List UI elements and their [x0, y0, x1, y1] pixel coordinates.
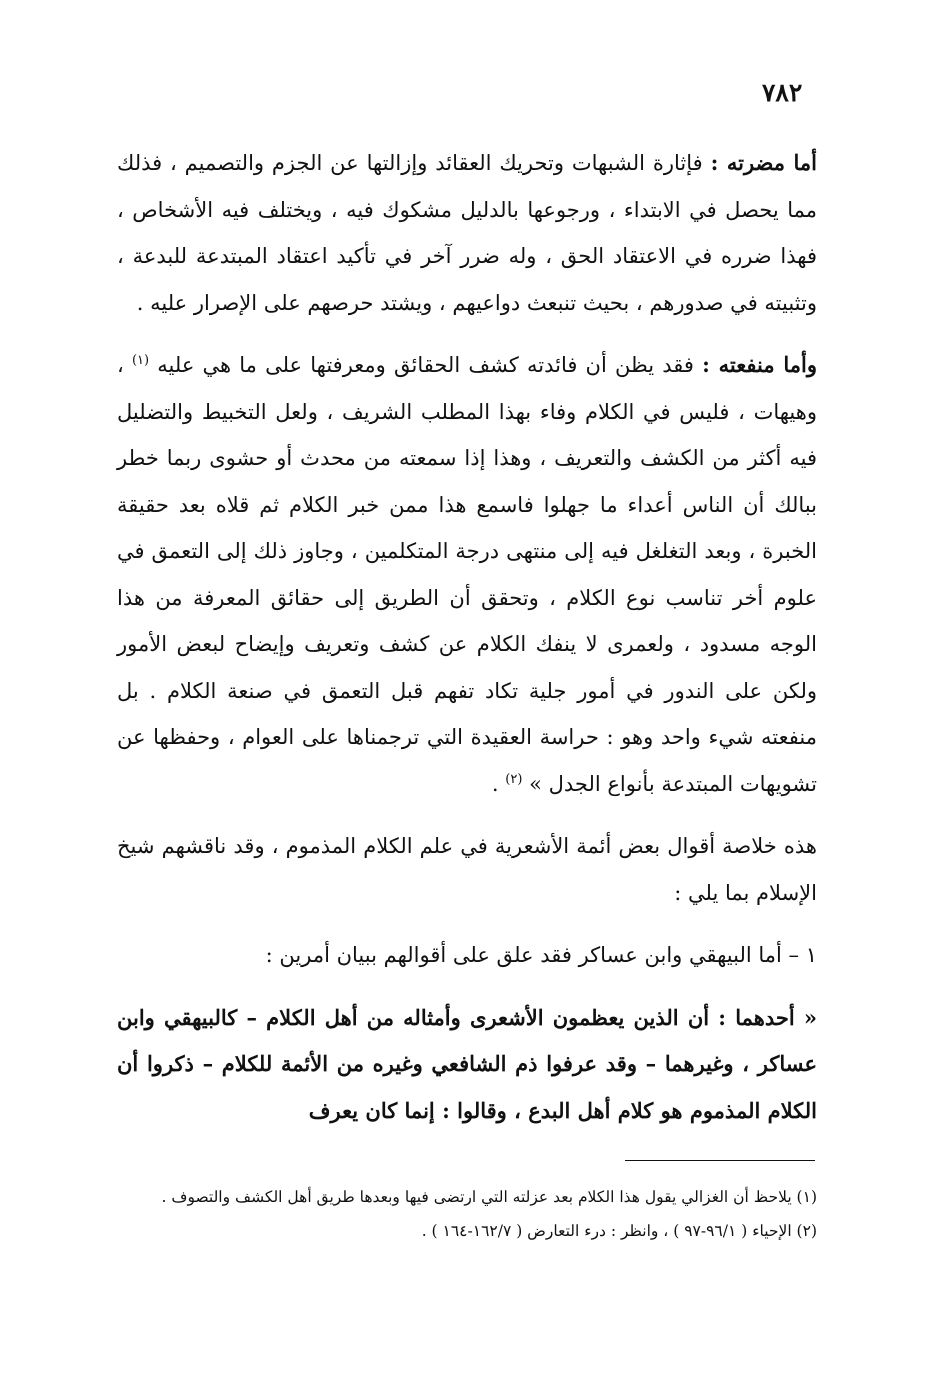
paragraph-summary — [117, 823, 817, 916]
paragraph-harm — [117, 140, 817, 326]
paragraph-lead: وأما منفعته : — [702, 352, 818, 377]
paragraph-lead: أما مضرته : — [710, 150, 817, 175]
paragraph-text: ، وهيهات ، فليس في الكلام وفاء بهذا المطلب الشريف ، ولعل التخبيط والتضليل فيه أكثر من الكشف والتعريف ، وهذا إذا سمعته من محدث أو حشوى ربما خطر ببالك أن الناس أعداء ما جهلوا فاسمع هذا ممن خبر الكلام ثم قلاه بعد حقيقة الخبرة ، وبعد التغلغل فيه إلى منتهى درجة المتكلمين ، وجاوز ذلك إلى التعمق في علوم أخر تناسب نوع الكلام ، وتحقق أن الطريق إلى حقائق المعرفة من هذا الوجه مسدود ، ولعمرى لا ينفك الكلام عن كشف وتعريف وإيضاح لبعض الأمور ولكن على الندور في أمور جلية تكاد تفهم قبل التعمق في صنعة الكلام . بل منفعته شيء واحد وهو : حراسة العقيدة التي ترجمناها على العوام ، وحفظها عن تشويهات المبتدعة بأنواع الجدل » — [117, 353, 817, 796]
paragraph-text: ١ – أما البيهقي وابن عساكر فقد علق على أقوالهم ببيان أمرين : — [265, 943, 817, 967]
paragraph-text: هذه خلاصة أقوال بعض أئمة الأشعرية في علم الكلام المذموم ، وقد ناقشهم شيخ الإسلام بما يلي : — [117, 834, 817, 905]
main-text — [117, 140, 817, 1150]
paragraph-text: فإثارة الشبهات وتحريك العقائد وإزالتها عن الجزم والتصميم ، فذلك مما يحصل في الابتداء ، ورجوعها بالدليل مشكوك فيه ، ويختلف فيه الأشخاص ، فهذا ضرره في الاعتقاد الحق ، وله ضرر آخر في تأكيد اعتقاد المبتدعة للبدعة ، وتثبيته في صدورهم ، بحيث تنبعث دواعيهم ، ويشتد حرصهم على الإصرار عليه . — [117, 151, 817, 315]
footnote-divider — [625, 1160, 815, 1161]
paragraph-point-1 — [117, 932, 817, 979]
footnote-ref-1: (١) — [131, 353, 150, 368]
footnotes — [117, 1180, 817, 1248]
paragraph-benefit — [117, 342, 817, 807]
page-number: ٧٨٢ — [762, 78, 803, 107]
footnote-1: (١) يلاحظ أن الغزالي يقول هذا الكلام بعد عزلته التي ارتضى فيها وبعدها طريق أهل الكشف والتصوف . — [161, 1188, 817, 1206]
paragraph-text: . — [491, 771, 506, 796]
paragraph-text: « أحدهما : أن الذين يعظمون الأشعرى وأمثاله من أهل الكلام – كالبيهقي وابن عساكر ، وغيرهما – وقد عرفوا ذم الشافعي وغيره من الأئمة للكلام – ذكروا أن الكلام المذموم هو كلام أهل البدع ، وقالوا : إنما كان يعرف — [117, 1004, 817, 1123]
footnote-ref-2: (٢) — [505, 771, 523, 787]
paragraph-quote — [117, 995, 817, 1135]
paragraph-text: فقد يظن أن فائدته كشف الحقائق ومعرفتها على ما هي عليه — [157, 353, 703, 377]
footnote-2: (٢) الإحياء ( ٩٦/١-٩٧ ) ، وانظر : درء التعارض ( ١٦٢/٧-١٦٤ ) . — [421, 1222, 817, 1240]
